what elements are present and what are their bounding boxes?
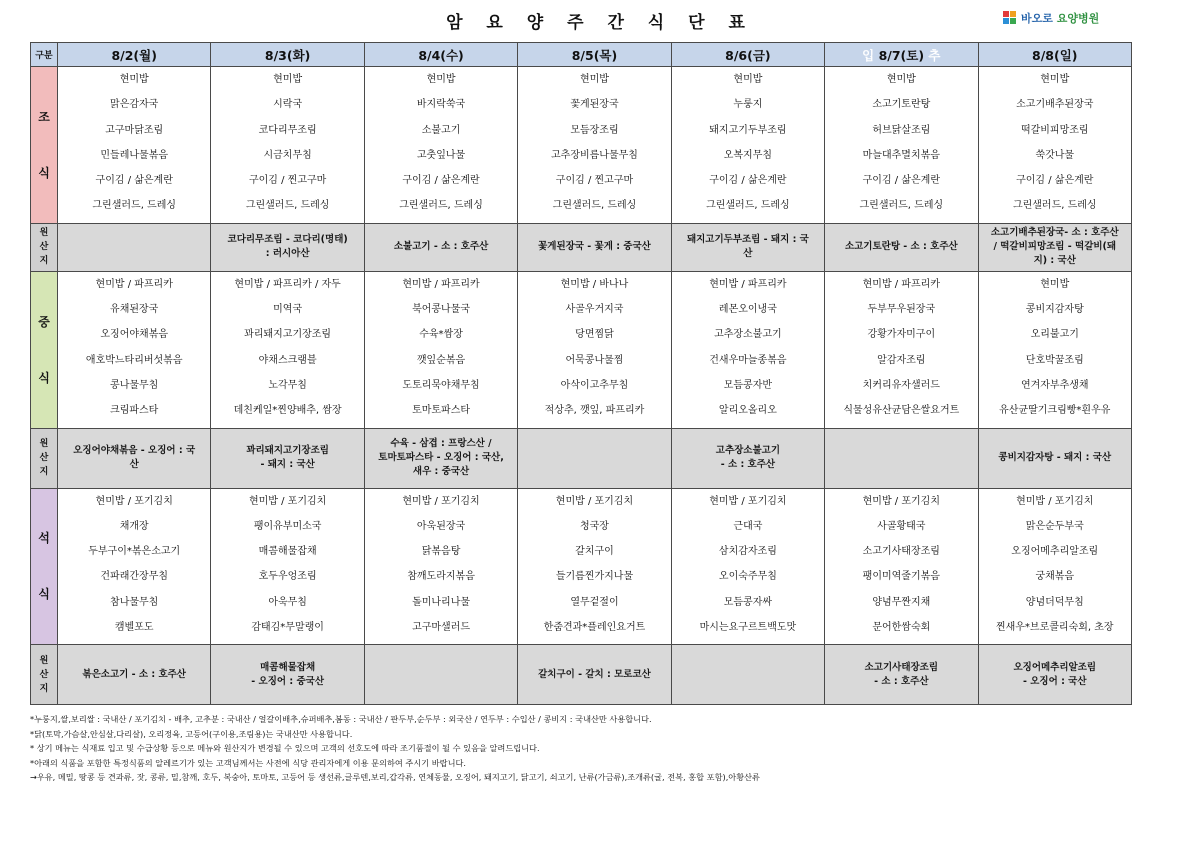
menu-item: 맑은순두부국: [1025, 520, 1084, 532]
menu-item: 야채스크램블: [258, 354, 317, 366]
menu-item: 캠벨포도: [114, 622, 154, 634]
menu-item: 양념무짠지채: [872, 596, 931, 608]
menu-item: 현미밥 / 포기김치: [402, 495, 480, 507]
dinner-origin-label: 원 산 지: [31, 645, 58, 705]
origin-line: 매콤해물잡채: [260, 661, 316, 673]
note-line: *닭(토막,가슴살,안심살,다리살), 오리정육, 고등어(구이용,조림용)는 국내산만 사용합니다.: [30, 728, 353, 739]
menu-item: 시락국: [273, 99, 303, 111]
menu-item: 현미밥 / 바나나: [560, 278, 629, 290]
menu-item: 유산균딸기크림빵*흰우유: [999, 405, 1111, 417]
menu-item: 참깨도라지볶음: [407, 571, 475, 583]
menu-item: 마늘대추멸치볶음: [862, 149, 940, 161]
breakfast-origin-day-2: [211, 223, 364, 271]
dinner-label: 석 식: [31, 488, 58, 645]
dinner-menu-day-1: [58, 488, 211, 645]
menu-item: 현미밥: [579, 74, 609, 85]
menu-item: 민들레나물볶음: [100, 149, 169, 161]
menu-item: 구이김 / 삶은계란: [862, 175, 940, 187]
breakfast-origin-day-5: [671, 223, 824, 271]
menu-item: 감태김*무말랭이: [251, 622, 324, 634]
menu-item: 그린샐러드, 드레싱: [92, 200, 177, 212]
dinner-menu-list: [211, 489, 363, 645]
day-header-2: 8/3(화): [211, 43, 364, 67]
menu-item: 맑은감자국: [110, 99, 159, 111]
origin-line: 소불고기 - 소 : 호주산: [393, 241, 489, 253]
lunch-origin-day-6: [825, 428, 978, 488]
dinner-menu-list: [58, 489, 210, 645]
lunch-menu-day-7: [978, 271, 1131, 428]
menu-item: 현미밥: [1040, 278, 1070, 290]
menu-item: 건파래간장무침: [100, 571, 169, 583]
menu-item: 채개장: [119, 520, 149, 532]
menu-item: 사골우거지국: [565, 304, 624, 316]
day-header-label: 8/7(토): [878, 47, 925, 63]
breakfast-origin-day-6: [825, 223, 978, 271]
menu-item: 현미밥 / 포기김치: [248, 495, 327, 507]
menu-item: 현미밥: [886, 74, 916, 85]
breakfast-menu-day-7: [978, 67, 1131, 224]
menu-item: 누룽지: [733, 99, 763, 111]
menu-item: 애호박느타리버섯볶음: [85, 354, 183, 366]
menu-item: 두부무우된장국: [867, 304, 936, 316]
lunch-origin-day-2: [211, 428, 364, 488]
menu-item: 고구마샐러드: [412, 622, 471, 634]
breakfast-origin-row: [31, 223, 1132, 271]
menu-item: 아욱무침: [268, 596, 307, 608]
menu-item: 유채된장국: [110, 304, 159, 316]
breakfast-menu-list: [365, 67, 517, 223]
hospital-logo: [1003, 10, 1099, 26]
menu-item: 연겨자부추생채: [1020, 379, 1089, 391]
menu-item: 오징어야채볶음: [100, 329, 169, 341]
menu-item: 삼치감자조림: [718, 546, 777, 558]
menu-item: 고추장소불고기: [714, 329, 782, 341]
menu-item: 코다리무조림: [258, 124, 317, 136]
origin-line: 소고기사태장조림: [864, 661, 939, 673]
lunch-origin-day-5: [671, 428, 824, 488]
lunch-row: [31, 271, 1132, 428]
lunch-origin-day-1: [58, 428, 211, 488]
origin-line: : 러시아산: [265, 248, 310, 260]
day-header-6: [825, 43, 978, 67]
menu-item: 구이김 / 삶은계란: [402, 175, 480, 187]
menu-item: 강황가자미구이: [867, 329, 936, 341]
lunch-menu-list: [825, 272, 977, 428]
breakfast-origin-label: 원 산 지: [31, 223, 58, 271]
menu-item: 현미밥 / 포기김치: [862, 495, 940, 507]
menu-item: 그린샐러드, 드레싱: [706, 200, 790, 212]
menu-item: 도토리묵야채무침: [402, 379, 480, 391]
dinner-menu-day-5: [671, 488, 824, 645]
origin-line: 오징어야채볶음 - 오징어 : 국: [73, 445, 196, 457]
notes: [30, 712, 1170, 785]
menu-item: 구이김 / 삶은계란: [1016, 175, 1094, 187]
menu-item: 문어한쌈숙회: [872, 622, 931, 634]
note-line: *아래의 식품을 포함한 특정식품의 알레르기가 있는 고객님께서는 사전에 식당 관리자에게 이용 문의하여 주시기 바랍니다.: [30, 757, 466, 768]
menu-item: 궁채볶음: [1035, 571, 1075, 583]
lunch-menu-list: [58, 272, 210, 428]
lunch-menu-list: [365, 272, 517, 428]
breakfast-menu-day-5: [671, 67, 824, 224]
lunch-menu-day-2: [211, 271, 364, 428]
menu-item: 현미밥 / 파프리카: [95, 278, 173, 290]
menu-item: 오리불고기: [1030, 329, 1079, 341]
menu-item: 알리오올리오: [718, 405, 777, 417]
menu-item: 꽈리돼지고기장조림: [244, 329, 332, 341]
menu-item: 들기름찐가지나물: [555, 571, 634, 583]
dinner-origin-day-6: [825, 645, 978, 705]
note-line: * 상기 메뉴는 식재료 입고 및 수급상황 등으로 메뉴와 원산지가 변경될 수 있으며 고객의 선호도에 따라 조기품절이 될 수 있음을 알려드립니다.: [30, 743, 540, 754]
origin-line: 꽃게된장국 - 꽃게 : 중국산: [538, 241, 651, 253]
dinner-menu-list: [518, 489, 670, 645]
lunch-menu-list: [672, 272, 824, 428]
origin-line: 수육 - 삼겹 : 프랑스산 /: [390, 438, 492, 450]
lunch-menu-list: [518, 272, 670, 428]
dinner-menu-day-7: [978, 488, 1131, 645]
menu-item: 소고기사태장조림: [862, 546, 940, 558]
menu-item: 데친케일*찐양배추, 쌈장: [233, 405, 342, 417]
menu-item: 돌미나리나물: [412, 596, 471, 608]
lunch-menu-list: [211, 272, 363, 428]
menu-item: 현미밥: [1040, 74, 1070, 85]
lunch-menu-day-3: [364, 271, 517, 428]
dinner-menu-list: [672, 489, 824, 645]
lunch-menu-day-4: [518, 271, 671, 428]
menu-item: 찐새우*브로콜리숙회, 초장: [995, 622, 1114, 634]
origin-line: 소고기토란탕 - 소 : 호주산: [844, 241, 958, 253]
menu-item: 현미밥: [426, 74, 456, 85]
dinner-origin-day-2: [211, 645, 364, 705]
breakfast-menu-day-2: [211, 67, 364, 224]
header-row: [31, 43, 1132, 67]
menu-item: 레몬오이냉국: [718, 304, 777, 316]
menu-item: 그린샐러드, 드레싱: [1012, 200, 1097, 212]
day-header-3: 8/4(수): [364, 43, 517, 67]
menu-item: 깻잎순볶음: [416, 354, 466, 366]
breakfast-menu-list: [518, 67, 670, 223]
menu-item: 고추장비름나물무침: [551, 149, 638, 161]
menu-item: 식물성유산균담은쌀요거트: [843, 405, 960, 417]
origin-line: 코다리무조림 - 코다리(명태): [227, 234, 348, 246]
day-header-1: 8/2(월): [58, 43, 211, 67]
menu-item: 쑥갓나물: [1035, 149, 1075, 161]
day-header-7: 8/8(일): [978, 43, 1131, 67]
dinner-origin-row: [31, 645, 1132, 705]
menu-item: 토마토파스타: [412, 405, 471, 417]
menu-item: 두부구이*볶은소고기: [88, 546, 181, 558]
menu-item: 고구마닭조림: [105, 124, 164, 136]
dinner-origin-day-7: [978, 645, 1131, 705]
menu-item: 현미밥 / 포기김치: [95, 495, 173, 507]
origin-line: 지) : 국산: [1033, 255, 1076, 267]
lunch-origin-label: 원 산 지: [31, 428, 58, 488]
menu-item: 떡갈비피망조림: [1020, 124, 1089, 136]
menu-item: 북어콩나물국: [412, 304, 471, 316]
menu-item: 오이숙주무침: [718, 571, 777, 583]
menu-item: 구이김 / 찐고구마: [555, 175, 634, 187]
breakfast-row: [31, 67, 1132, 224]
menu-item: 사골황태국: [877, 520, 926, 532]
menu-item: 적상추, 깻잎, 파프리카: [544, 405, 645, 417]
menu-item: 현미밥 / 파프리카: [862, 278, 940, 290]
day-header-4: 8/5(목): [518, 43, 671, 67]
hospital-logo-icon: [1003, 11, 1017, 25]
dinner-menu-list: [365, 489, 517, 645]
origin-line: 소고기배추된장국- 소 : 호주산: [990, 227, 1119, 239]
origin-line: 꽈리돼지고기장조림: [246, 445, 329, 457]
breakfast-menu-day-3: [364, 67, 517, 224]
dinner-menu-day-4: [518, 488, 671, 645]
lunch-menu-list: [979, 272, 1131, 428]
dinner-origin-day-4: [518, 645, 671, 705]
menu-item: 소고기배추된장국: [1016, 99, 1094, 111]
dinner-menu-day-6: [825, 488, 978, 645]
dinner-menu-list: [825, 489, 977, 645]
dinner-origin-day-1: [58, 645, 211, 705]
menu-item: 알감자조림: [877, 354, 926, 366]
note-line: *누룽지,쌀,보리쌀 : 국내산 / 포기김치 - 배추, 고추분 : 국내산 / 얼갈이배추,슈퍼배추,봄동 : 국내산 / 판두부,순두부 : 외국산 / 연두부 : 수입산 / 콩비지 : 국내산만 사용합니다.: [30, 714, 652, 724]
menu-item: 갈치구이: [575, 546, 614, 558]
origin-line: 산: [129, 459, 139, 471]
menu-item: 아삭이고추무침: [560, 379, 629, 391]
menu-item: 현미밥 / 파프리카: [402, 278, 480, 290]
origin-line: - 소 : 호주산: [720, 459, 776, 471]
menu-item: 치커리유자샐러드: [862, 379, 940, 391]
origin-line: 오징어메추리알조림: [1013, 661, 1097, 673]
menu-item: 현미밥: [733, 74, 763, 85]
menu-item: 소불고기: [421, 124, 461, 136]
day-header-prefix: 입: [862, 47, 879, 63]
origin-line: / 떡갈비피망조림 - 떡갈비(돼: [993, 241, 1117, 253]
origin-line: 볶은소고기 - 소 : 호주산: [82, 668, 186, 680]
lunch-menu-day-1: [58, 271, 211, 428]
breakfast-origin-day-1: [58, 223, 211, 271]
day-header-suffix: 추: [924, 47, 941, 63]
breakfast-menu-day-4: [518, 67, 671, 224]
menu-item: 고춧잎나물: [416, 149, 466, 161]
dinner-menu-list: [979, 489, 1131, 645]
origin-line: 고추장소불고기: [715, 445, 781, 457]
lunch-menu-day-6: [825, 271, 978, 428]
menu-item: 크림파스타: [110, 405, 159, 417]
menu-item: 콩나물무침: [110, 379, 159, 391]
menu-item: 노각무침: [268, 379, 307, 391]
dinner-row: [31, 488, 1132, 645]
breakfast-menu-list: [672, 67, 824, 223]
menu-item: 현미밥: [119, 74, 149, 85]
origin-line: 갈치구이 - 갈치 : 모로코산: [538, 668, 651, 680]
menu-item: 그린샐러드, 드레싱: [399, 200, 483, 212]
dinner-origin-day-5: [671, 645, 824, 705]
menu-item: 마시는요구르트백도맛: [699, 622, 797, 634]
header-gubun: 구분: [31, 43, 58, 67]
menu-item: 허브닭살조림: [872, 124, 931, 136]
breakfast-menu-list: [825, 67, 977, 223]
hospital-name: 바오로 요양병원: [1021, 12, 1100, 25]
menu-item: 수육*쌈장: [419, 329, 463, 341]
origin-line: 돼지고기두부조림 - 돼지 : 국: [686, 234, 809, 246]
menu-item: 근대국: [733, 520, 763, 532]
breakfast-origin-day-7: [978, 223, 1131, 271]
menu-item: 팽이유부미소국: [253, 520, 322, 532]
menu-item: 어묵콩나물찜: [565, 354, 624, 366]
breakfast-origin-day-4: [518, 223, 671, 271]
origin-line: - 소 : 호주산: [874, 675, 929, 687]
dinner-menu-day-2: [211, 488, 364, 645]
menu-item: 닭볶음탕: [421, 546, 461, 558]
menu-item: 호두우엉조림: [258, 571, 317, 583]
breakfast-menu-list: [58, 67, 210, 223]
menu-item: 아욱된장국: [416, 520, 466, 532]
origin-line: 산: [743, 248, 753, 260]
day-header-5: 8/6(금): [671, 43, 824, 67]
breakfast-menu-day-1: [58, 67, 211, 224]
origin-line: 콩비지감자탕 - 돼지 : 국산: [998, 452, 1112, 464]
breakfast-menu-day-6: [825, 67, 978, 224]
origin-line: - 오징어 : 중국산: [251, 675, 324, 687]
menu-item: 단호박꿀조림: [1025, 354, 1084, 366]
note-line: →우유, 메밀, 땅콩 등 견과류, 잣, 콩류, 밀,참깨, 호두, 복숭아, 토마토, 고등어 등 생선류,글루텐,보리,갑각류, 연체동물, 오징어, 돼지고기, 닭고기, 쇠고기, 난류(가금류),조개류(굴, 전복, 홍합 포함),아황산류: [30, 772, 760, 783]
menu-item: 구이김 / 찐고구마: [248, 175, 327, 187]
menu-item: 그린샐러드, 드레싱: [245, 200, 330, 212]
lunch-origin-day-4: [518, 428, 671, 488]
menu-item: 돼지고기두부조림: [709, 124, 787, 136]
menu-item: 모듬콩자싸: [723, 596, 773, 608]
menu-item: 양념더덕무침: [1025, 596, 1084, 608]
page-title: 암 요 양 주 간 식 단 표: [446, 13, 754, 33]
menu-item: 콩비지감자탕: [1025, 304, 1084, 316]
menu-item: 현미밥 / 포기김치: [1016, 495, 1094, 507]
menu-item: 현미밥: [273, 74, 303, 85]
breakfast-menu-list: [211, 67, 363, 223]
menu-item: 모듬장조림: [570, 124, 619, 136]
menu-item: 현미밥 / 파프리카: [709, 278, 787, 290]
menu-item: 당면찜닭: [575, 329, 614, 341]
menu-item: 그린샐러드, 드레싱: [859, 200, 944, 212]
breakfast-label: 조 식: [31, 67, 58, 224]
menu-item: 참나물무침: [110, 596, 159, 608]
menu-item: 오복지무침: [723, 149, 773, 161]
menu-item: 현미밥 / 포기김치: [709, 495, 787, 507]
origin-line: 토마토파스타 - 오징어 : 국산,: [378, 452, 504, 464]
lunch-origin-day-7: [978, 428, 1131, 488]
menu-item: 시금치무침: [263, 149, 312, 161]
lunch-label: 중 식: [31, 271, 58, 428]
menu-item: 소고기토란탕: [872, 99, 931, 111]
menu-item: 청국장: [579, 520, 609, 532]
breakfast-origin-day-3: [364, 223, 517, 271]
menu-item: 오징어메추리알조림: [1011, 546, 1099, 558]
breakfast-menu-list: [979, 67, 1131, 223]
menu-item: 그린샐러드, 드레싱: [552, 200, 637, 212]
lunch-origin-row: [31, 428, 1132, 488]
dinner-origin-day-3: [364, 645, 517, 705]
menu-item: 구이김 / 삶은계란: [709, 175, 787, 187]
menu-item: 한줌견과*플레인요거트: [543, 622, 646, 634]
menu-item: 매콤해물잡채: [258, 546, 317, 558]
menu-item: 현미밥 / 포기김치: [555, 495, 634, 507]
lunch-origin-day-3: [364, 428, 517, 488]
menu-item: 미역국: [273, 304, 303, 316]
origin-line: - 오징어 : 국산: [1022, 675, 1087, 687]
lunch-menu-day-5: [671, 271, 824, 428]
origin-line: - 돼지 : 국산: [260, 459, 315, 471]
menu-item: 구이김 / 삶은계란: [95, 175, 173, 187]
dinner-menu-day-3: [364, 488, 517, 645]
origin-line: 새우 : 중국산: [412, 466, 470, 478]
menu-item: 모듬콩자반: [723, 379, 773, 391]
menu-item: 건새우마늘종볶음: [709, 354, 787, 366]
menu-item: 바지락쑥국: [416, 99, 466, 111]
menu-item: 열무겉절이: [570, 596, 619, 608]
weekly-menu-table: [30, 42, 1132, 705]
menu-item: 팽이미역줄기볶음: [862, 571, 940, 583]
menu-item: 꽃게된장국: [570, 99, 619, 111]
menu-item: 현미밥 / 파프리카 / 자두: [234, 278, 341, 290]
